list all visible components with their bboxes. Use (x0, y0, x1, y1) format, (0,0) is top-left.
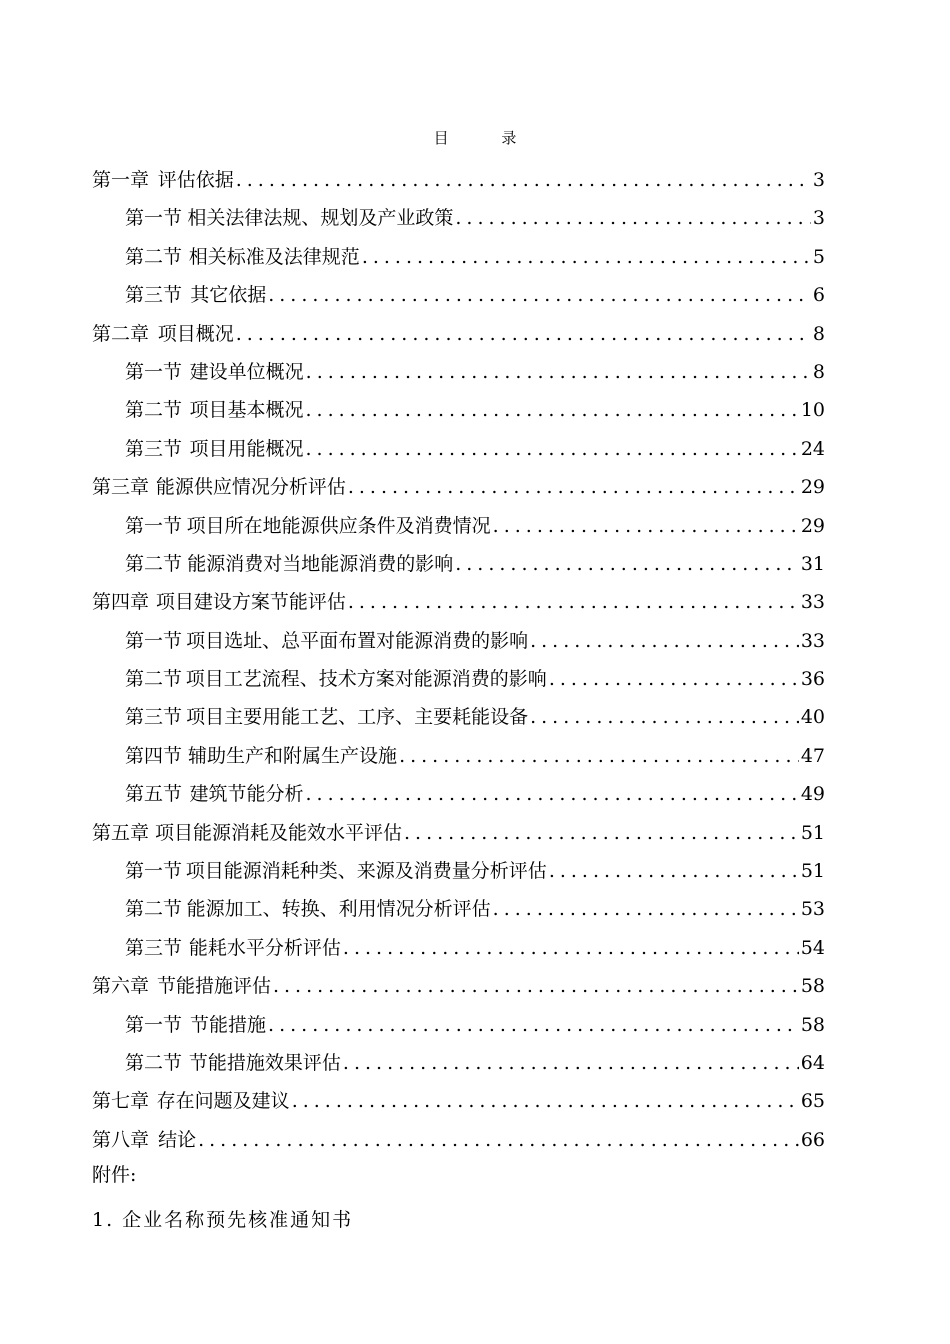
toc-entry-title: 项目选址、总平面布置对能源消费的影响 (186, 629, 529, 652)
toc-entry-page-number: 10 (800, 399, 825, 422)
toc-entry-number: 第六章 (92, 975, 150, 998)
toc-entry-number: 第二节 (125, 898, 183, 921)
attachment-item: 1. 企业名称预先核准通知书 (92, 1209, 354, 1231)
toc-entry-number: 第二节 (125, 399, 183, 422)
toc-entry-title: 能源加工、转换、利用情况分析评估 (186, 898, 491, 921)
toc-dot-leader (305, 391, 798, 429)
toc-entry-page-number: 8 (812, 322, 825, 345)
toc-entry-page-number: 47 (800, 744, 825, 767)
toc-entry-page-number: 53 (800, 898, 825, 921)
toc-entry-page-number: 36 (800, 668, 825, 691)
toc-entry-page-number: 8 (812, 360, 825, 383)
toc-section-entry[interactable] (92, 545, 825, 583)
toc-entry-number: 第一节 (125, 860, 183, 883)
toc-entry-number: 第一节 (125, 514, 183, 537)
toc-entry-number: 第五节 (125, 783, 183, 806)
toc-section-entry[interactable] (92, 929, 825, 967)
toc-dot-leader (549, 660, 799, 698)
toc-chapter-entry[interactable] (92, 315, 825, 353)
toc-entry-number: 第三节 (125, 706, 183, 729)
toc-entry-number: 第二节 (125, 1051, 183, 1074)
toc-dot-leader (549, 852, 799, 890)
toc-entry-page-number: 3 (812, 207, 825, 230)
toc-entry-title: 项目概况 (157, 322, 234, 345)
toc-section-entry[interactable] (92, 1044, 825, 1082)
toc-entry-title: 项目能源消耗种类、来源及消费量分析评估 (185, 860, 547, 883)
toc-section-entry[interactable] (92, 353, 825, 391)
toc-entry-title: 项目建设方案节能评估 (155, 591, 346, 614)
toc-dot-leader (493, 890, 799, 928)
toc-entry-number: 第二节 (125, 668, 183, 691)
toc-entry-number: 第三节 (125, 284, 183, 307)
toc-entry-number: 第一章 (92, 169, 150, 191)
toc-dot-leader (455, 199, 811, 237)
table-of-contents (92, 161, 825, 1159)
toc-dot-leader (305, 430, 798, 468)
toc-dot-leader (198, 1121, 799, 1159)
toc-entry-title: 项目所在地能源供应条件及消费情况 (186, 514, 491, 537)
toc-entry-page-number: 33 (800, 591, 825, 614)
toc-entry-page-number: 3 (812, 169, 825, 191)
toc-entry-title: 节能措施 (190, 1013, 267, 1036)
toc-dot-leader (530, 698, 799, 736)
toc-dot-leader (530, 622, 799, 660)
toc-chapter-entry[interactable] (92, 161, 825, 199)
toc-entry-title: 项目主要用能工艺、工序、主要耗能设备 (186, 706, 529, 729)
toc-entry-page-number: 29 (800, 476, 825, 499)
toc-section-entry[interactable] (92, 698, 825, 736)
toc-section-entry[interactable] (92, 507, 825, 545)
toc-entry-page-number: 58 (800, 975, 825, 998)
toc-entry-title: 能源消费对当地能源消费的影响 (187, 552, 454, 575)
toc-section-entry[interactable] (92, 890, 825, 928)
toc-entry-page-number: 24 (800, 437, 825, 460)
toc-entry-page-number: 29 (800, 514, 825, 537)
toc-entry-title: 建筑节能分析 (189, 783, 304, 806)
toc-dot-leader (236, 161, 811, 199)
toc-entry-title: 建设单位概况 (189, 360, 304, 383)
toc-entry-title: 辅助生产和附属生产设施 (188, 744, 398, 767)
toc-entry-number: 第二节 (125, 552, 183, 575)
toc-chapter-entry[interactable] (92, 1121, 825, 1159)
toc-dot-leader (399, 737, 799, 775)
toc-section-entry[interactable] (92, 1006, 825, 1044)
toc-dot-leader (273, 967, 799, 1005)
toc-entry-title: 相关法律法规、规划及产业政策 (187, 207, 454, 230)
toc-entry-page-number: 40 (800, 706, 825, 729)
toc-section-entry[interactable] (92, 391, 825, 429)
toc-entry-number: 第三章 (92, 476, 150, 499)
toc-entry-title: 节能措施效果评估 (188, 1051, 341, 1074)
toc-entry-number: 第二章 (92, 322, 150, 345)
toc-entry-number: 第一节 (125, 207, 183, 230)
toc-entry-number: 第一节 (125, 360, 183, 383)
toc-entry-title: 相关标准及法律规范 (188, 245, 360, 268)
toc-dot-leader (362, 238, 811, 276)
toc-entry-number: 第二节 (125, 245, 183, 268)
toc-section-entry[interactable] (92, 775, 825, 813)
toc-chapter-entry[interactable] (92, 468, 825, 506)
toc-section-entry[interactable] (92, 660, 825, 698)
toc-entry-number: 第一节 (125, 1013, 183, 1036)
toc-entry-number: 第三节 (125, 437, 183, 460)
toc-entry-page-number: 65 (800, 1090, 825, 1113)
toc-dot-leader (268, 1006, 799, 1044)
toc-entry-title: 项目用能概况 (189, 437, 304, 460)
toc-dot-leader (348, 468, 799, 506)
toc-dot-leader (343, 1044, 799, 1082)
toc-chapter-entry[interactable] (92, 814, 825, 852)
toc-dot-leader (292, 1082, 799, 1120)
toc-entry-page-number: 51 (800, 821, 825, 844)
toc-section-entry[interactable] (92, 622, 825, 660)
toc-dot-leader (306, 353, 811, 391)
toc-entry-title: 项目能源消耗及能效水平评估 (154, 821, 402, 844)
toc-entry-title: 节能措施评估 (156, 975, 271, 998)
toc-dot-leader (493, 507, 799, 545)
toc-entry-page-number: 33 (800, 629, 825, 652)
toc-section-entry[interactable] (92, 852, 825, 890)
toc-entry-title: 其它依据 (190, 284, 267, 307)
attachments-label: 附件: (92, 1164, 137, 1186)
toc-entry-page-number: 49 (800, 783, 825, 806)
toc-section-entry[interactable] (92, 737, 825, 775)
toc-entry-title: 结论 (158, 1128, 197, 1151)
toc-section-entry[interactable] (92, 276, 825, 314)
toc-entry-number: 第四章 (92, 591, 150, 614)
toc-dot-leader (268, 276, 811, 314)
toc-entry-number: 第八章 (92, 1128, 150, 1151)
toc-entry-page-number: 6 (812, 284, 825, 307)
toc-dot-leader (404, 814, 799, 852)
toc-title: 目 录 (433, 129, 541, 147)
toc-entry-number: 第七章 (92, 1090, 150, 1113)
toc-section-entry[interactable] (92, 238, 825, 276)
toc-chapter-entry[interactable] (92, 583, 825, 621)
toc-entry-number: 第三节 (125, 936, 183, 959)
toc-dot-leader (348, 583, 799, 621)
toc-entry-title: 项目基本概况 (189, 399, 304, 422)
toc-entry-title: 存在问题及建议 (156, 1090, 290, 1113)
toc-dot-leader (305, 775, 798, 813)
toc-entry-page-number: 66 (800, 1128, 825, 1151)
toc-section-entry[interactable] (92, 430, 825, 468)
toc-entry-page-number: 31 (800, 552, 825, 575)
toc-entry-page-number: 54 (800, 936, 825, 959)
toc-entry-page-number: 58 (800, 1013, 825, 1036)
toc-entry-title: 能耗水平分析评估 (188, 936, 341, 959)
toc-chapter-entry[interactable] (92, 967, 825, 1005)
toc-entry-number: 第四节 (125, 744, 183, 767)
toc-entry-page-number: 51 (800, 860, 825, 883)
toc-entry-title: 能源供应情况分析评估 (155, 476, 346, 499)
toc-entry-page-number: 64 (800, 1051, 825, 1074)
toc-section-entry[interactable] (92, 199, 825, 237)
toc-entry-number: 第五章 (92, 821, 150, 844)
toc-dot-leader (455, 545, 799, 583)
toc-entry-title: 评估依据 (157, 169, 234, 191)
toc-dot-leader (236, 315, 811, 353)
toc-entry-number: 第一节 (125, 629, 183, 652)
toc-chapter-entry[interactable] (92, 1082, 825, 1120)
toc-dot-leader (343, 929, 799, 967)
toc-entry-page-number: 5 (812, 245, 825, 268)
toc-entry-title: 项目工艺流程、技术方案对能源消费的影响 (185, 668, 547, 691)
